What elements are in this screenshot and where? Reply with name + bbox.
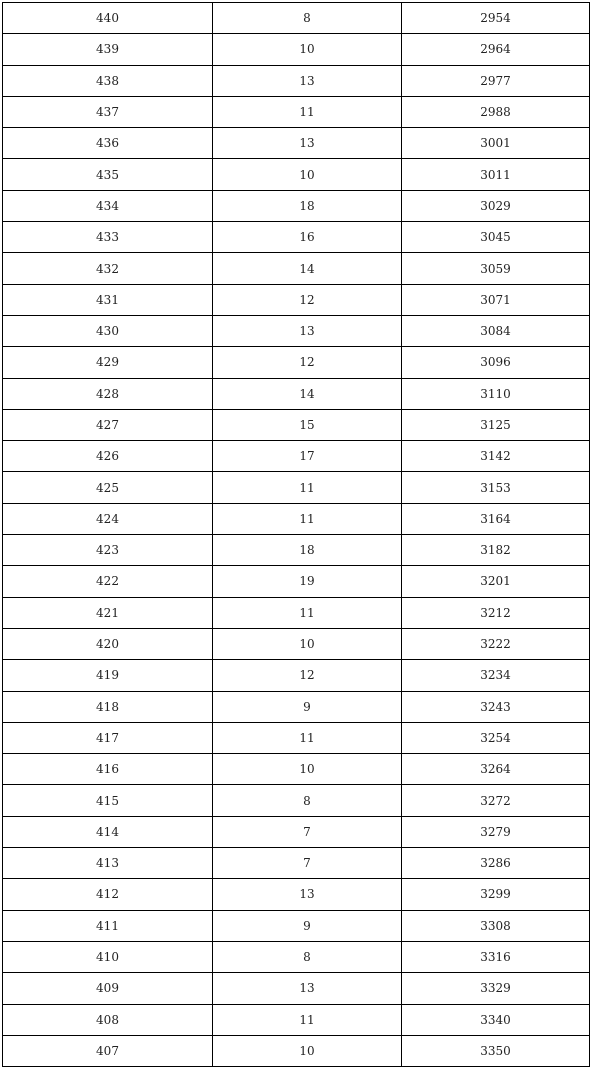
cumulative-cell: 3125	[402, 409, 590, 440]
table-row	[3, 96, 590, 127]
count-cell: 7	[213, 816, 402, 847]
cumulative-cell: 3011	[402, 159, 590, 190]
count-cell: 13	[213, 315, 402, 346]
table-row	[3, 1035, 590, 1066]
table-row	[3, 503, 590, 534]
table-row	[3, 34, 590, 65]
score-cell: 417	[3, 722, 213, 753]
count-cell: 8	[213, 941, 402, 972]
count-cell: 17	[213, 441, 402, 472]
table-row	[3, 3, 590, 34]
cumulative-cell: 3153	[402, 472, 590, 503]
table-row	[3, 1004, 590, 1035]
table-row	[3, 597, 590, 628]
table-row	[3, 691, 590, 722]
score-cell: 410	[3, 941, 213, 972]
table-row	[3, 190, 590, 221]
count-cell: 11	[213, 472, 402, 503]
count-cell: 11	[213, 1004, 402, 1035]
cumulative-cell: 3045	[402, 222, 590, 253]
count-cell: 13	[213, 879, 402, 910]
cumulative-cell: 3316	[402, 941, 590, 972]
score-cell: 424	[3, 503, 213, 534]
table-row	[3, 816, 590, 847]
table-row	[3, 754, 590, 785]
table-row	[3, 879, 590, 910]
cumulative-cell: 3272	[402, 785, 590, 816]
count-cell: 10	[213, 1035, 402, 1066]
table-row	[3, 441, 590, 472]
table-row	[3, 159, 590, 190]
cumulative-cell: 3279	[402, 816, 590, 847]
table-row	[3, 535, 590, 566]
score-cell: 425	[3, 472, 213, 503]
score-cell: 439	[3, 34, 213, 65]
cumulative-cell: 3299	[402, 879, 590, 910]
table-row	[3, 65, 590, 96]
cumulative-cell: 3182	[402, 535, 590, 566]
count-cell: 14	[213, 253, 402, 284]
score-cell: 440	[3, 3, 213, 34]
table-row	[3, 566, 590, 597]
cumulative-cell: 2988	[402, 96, 590, 127]
table-row	[3, 628, 590, 659]
table-row	[3, 315, 590, 346]
score-cell: 435	[3, 159, 213, 190]
score-cell: 411	[3, 910, 213, 941]
count-cell: 13	[213, 973, 402, 1004]
score-cell: 426	[3, 441, 213, 472]
cumulative-cell: 2964	[402, 34, 590, 65]
count-cell: 8	[213, 785, 402, 816]
count-cell: 10	[213, 754, 402, 785]
count-cell: 11	[213, 96, 402, 127]
table-row	[3, 128, 590, 159]
score-cell: 437	[3, 96, 213, 127]
count-cell: 11	[213, 597, 402, 628]
cumulative-cell: 3222	[402, 628, 590, 659]
table-row	[3, 660, 590, 691]
table-row	[3, 848, 590, 879]
cumulative-cell: 2977	[402, 65, 590, 96]
table-row	[3, 378, 590, 409]
count-cell: 9	[213, 910, 402, 941]
score-cell: 436	[3, 128, 213, 159]
score-cell: 422	[3, 566, 213, 597]
cumulative-cell: 3001	[402, 128, 590, 159]
score-cell: 414	[3, 816, 213, 847]
cumulative-cell: 3212	[402, 597, 590, 628]
count-cell: 9	[213, 691, 402, 722]
score-cell: 428	[3, 378, 213, 409]
cumulative-cell: 3350	[402, 1035, 590, 1066]
count-cell: 10	[213, 34, 402, 65]
table-row	[3, 284, 590, 315]
score-cell: 412	[3, 879, 213, 910]
table-row	[3, 472, 590, 503]
score-table	[2, 2, 590, 1067]
score-cell: 408	[3, 1004, 213, 1035]
table-row	[3, 910, 590, 941]
score-cell: 429	[3, 347, 213, 378]
count-cell: 18	[213, 190, 402, 221]
cumulative-cell: 3254	[402, 722, 590, 753]
table-row	[3, 347, 590, 378]
score-cell: 423	[3, 535, 213, 566]
table-row	[3, 222, 590, 253]
table-row	[3, 409, 590, 440]
cumulative-cell: 3071	[402, 284, 590, 315]
table-row	[3, 253, 590, 284]
count-cell: 12	[213, 660, 402, 691]
score-cell: 434	[3, 190, 213, 221]
score-cell: 413	[3, 848, 213, 879]
score-cell: 416	[3, 754, 213, 785]
cumulative-cell: 3110	[402, 378, 590, 409]
count-cell: 19	[213, 566, 402, 597]
count-cell: 15	[213, 409, 402, 440]
score-cell: 415	[3, 785, 213, 816]
cumulative-cell: 3329	[402, 973, 590, 1004]
score-cell: 438	[3, 65, 213, 96]
count-cell: 8	[213, 3, 402, 34]
cumulative-cell: 3234	[402, 660, 590, 691]
cumulative-cell: 3084	[402, 315, 590, 346]
score-cell: 430	[3, 315, 213, 346]
count-cell: 18	[213, 535, 402, 566]
score-cell: 427	[3, 409, 213, 440]
count-cell: 7	[213, 848, 402, 879]
cumulative-cell: 3201	[402, 566, 590, 597]
count-cell: 11	[213, 722, 402, 753]
count-cell: 16	[213, 222, 402, 253]
score-cell: 431	[3, 284, 213, 315]
score-cell: 432	[3, 253, 213, 284]
score-cell: 407	[3, 1035, 213, 1066]
score-cell: 409	[3, 973, 213, 1004]
count-cell: 13	[213, 65, 402, 96]
count-cell: 13	[213, 128, 402, 159]
table-body	[3, 3, 590, 1067]
cumulative-cell: 3340	[402, 1004, 590, 1035]
count-cell: 12	[213, 347, 402, 378]
table-row	[3, 722, 590, 753]
table-row	[3, 785, 590, 816]
cumulative-cell: 3308	[402, 910, 590, 941]
cumulative-cell: 3059	[402, 253, 590, 284]
score-cell: 421	[3, 597, 213, 628]
count-cell: 14	[213, 378, 402, 409]
score-cell: 420	[3, 628, 213, 659]
score-cell: 433	[3, 222, 213, 253]
cumulative-cell: 3243	[402, 691, 590, 722]
cumulative-cell: 2954	[402, 3, 590, 34]
score-cell: 419	[3, 660, 213, 691]
count-cell: 10	[213, 159, 402, 190]
cumulative-cell: 3164	[402, 503, 590, 534]
table-row	[3, 973, 590, 1004]
count-cell: 12	[213, 284, 402, 315]
count-cell: 10	[213, 628, 402, 659]
cumulative-cell: 3286	[402, 848, 590, 879]
cumulative-cell: 3096	[402, 347, 590, 378]
cumulative-cell: 3142	[402, 441, 590, 472]
score-cell: 418	[3, 691, 213, 722]
table-row	[3, 941, 590, 972]
cumulative-cell: 3029	[402, 190, 590, 221]
count-cell: 11	[213, 503, 402, 534]
cumulative-cell: 3264	[402, 754, 590, 785]
